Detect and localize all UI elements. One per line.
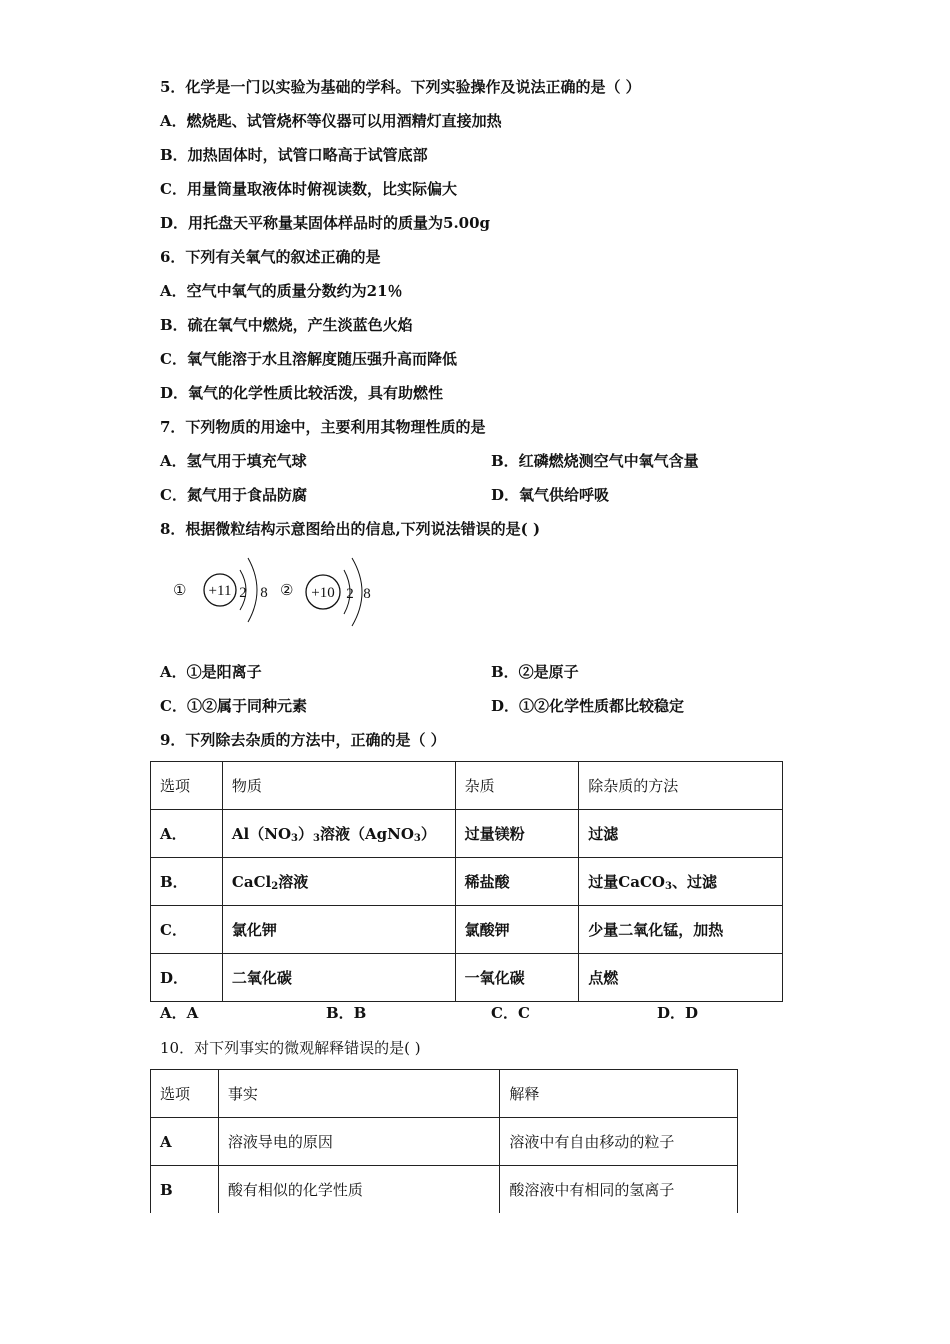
q7-option-d: D．氧气供给呼吸 [491,486,610,504]
header-cell: 除杂质的方法 [579,762,783,810]
impurity-cell: 过量镁粉 [455,810,579,858]
header-cell: 解释 [500,1070,738,1118]
q8-option-c: C．①②属于同种元素 [160,697,307,715]
formula-text: 溶液 [278,873,309,891]
q9-table [150,761,783,1002]
particle-1-electrons-2: 8 [260,585,268,601]
substance-cell [222,858,455,906]
particle-1-nucleus: +11 [208,583,232,599]
q6-option-c: C．氧气能溶于水且溶解度随压强升高而降低 [160,350,457,368]
q9-answer-a: A．A [160,1004,199,1022]
q6-stem: 6．下列有关氧气的叙述正确的是 [160,248,381,266]
table-row [151,1118,738,1166]
q10-stem: 10．对下列事实的微观解释错误的是( ) [160,1039,421,1057]
particle-2-electrons-1: 2 [346,586,354,602]
q7-option-a: A．氢气用于填充气球 [160,452,307,470]
header-cell: 事实 [218,1070,499,1118]
q5-option-d: D．用托盘天平称量某固体样品时的质量为5.00g [160,214,491,232]
impurity-cell: 氯酸钾 [455,906,579,954]
formula-subscript: 3 [313,833,320,844]
header-cell: 选项 [151,762,223,810]
formula-text: 溶液（AgNO [320,825,414,843]
header-cell: 选项 [151,1070,219,1118]
q9-answer-d: D．D [657,1004,699,1022]
q6-option-b: B．硫在氧气中燃烧，产生淡蓝色火焰 [160,316,413,334]
q8-option-a: A．①是阳离子 [160,663,262,681]
table-row [151,1166,738,1214]
table-row [151,858,783,906]
particle-1-label: ① [173,583,187,599]
q7-stem: 7．下列物质的用途中，主要利用其物理性质的是 [160,418,486,436]
table-row [151,954,783,1002]
particle-2-label: ② [280,583,294,599]
q9-answer-b: B．B [326,1004,367,1022]
option-cell: B [151,1166,219,1214]
explanation-cell: 溶液中有自由移动的粒子 [500,1118,738,1166]
q6-option-a: A．空气中氧气的质量分数约为21％ [160,282,403,300]
explanation-cell: 酸溶液中有相同的氢离子 [500,1166,738,1214]
formula-text: Al（NO [231,825,292,843]
q6-option-d: D．氧气的化学性质比较活泼，具有助燃性 [160,384,444,402]
table-row [151,906,783,954]
option-cell: C． [151,906,223,954]
header-cell: 杂质 [455,762,579,810]
q8-stem: 8．根据微粒结构示意图给出的信息,下列说法错误的是( ) [160,520,541,538]
particle-2-nucleus: +10 [311,585,335,601]
formula-text: 、过滤 [671,873,717,891]
particle-1-electrons-1: 2 [239,585,247,601]
q10-table [150,1069,738,1213]
method-cell: 点燃 [579,954,783,1002]
header-cell: 物质 [222,762,455,810]
method-cell: 少量二氧化锰，加热 [579,906,783,954]
q9-stem: 9．下列除去杂质的方法中，正确的是（ ） [160,731,446,749]
q8-option-d: D．①②化学性质都比较稳定 [491,697,685,715]
option-cell: B． [151,858,223,906]
method-cell: 过滤 [579,810,783,858]
q7-option-c: C．氮气用于食品防腐 [160,486,307,504]
formula-subscript: 3 [664,881,672,892]
q7-option-b: B．红磷燃烧测空气中氧气含量 [491,452,699,470]
formula-text: 过量CaCO [588,873,665,891]
table-header-row [151,1070,738,1118]
q5-option-b: B．加热固体时，试管口略高于试管底部 [160,146,428,164]
formula-text: ） [420,825,436,843]
q5-option-c: C．用量筒量取液体时俯视读数，比实际偏大 [160,180,457,198]
particle-1-shell-2 [248,558,257,622]
fact-cell: 酸有相似的化学性质 [218,1166,499,1214]
substance-cell: 氯化钾 [222,906,455,954]
table-header-row [151,762,783,810]
q5-stem: 5．化学是一门以实验为基础的学科。下列实验操作及说法正确的是（ ） [160,78,641,96]
q9-answer-c: C．C [491,1004,530,1022]
substance-cell: 二氧化碳 [222,954,455,1002]
particle-structure-diagram [160,548,390,633]
option-cell: D． [151,954,223,1002]
table-row [151,810,783,858]
substance-cell [222,810,455,858]
fact-cell: 溶液导电的原因 [218,1118,499,1166]
formula-text: CaCl [231,873,272,891]
impurity-cell: 一氧化碳 [455,954,579,1002]
q8-option-b: B．②是原子 [491,663,579,681]
option-cell: A [151,1118,219,1166]
particle-2-electrons-2: 8 [363,586,371,602]
q5-option-a: A．燃烧匙、试管烧杯等仪器可以用酒精灯直接加热 [160,112,502,130]
formula-text: ） [298,825,314,843]
formula-subscript: 2 [271,881,279,892]
impurity-cell: 稀盐酸 [455,858,579,906]
formula-subscript: 3 [291,833,299,844]
formula-subscript: 3 [413,833,421,844]
method-cell [579,858,783,906]
option-cell: A． [151,810,223,858]
